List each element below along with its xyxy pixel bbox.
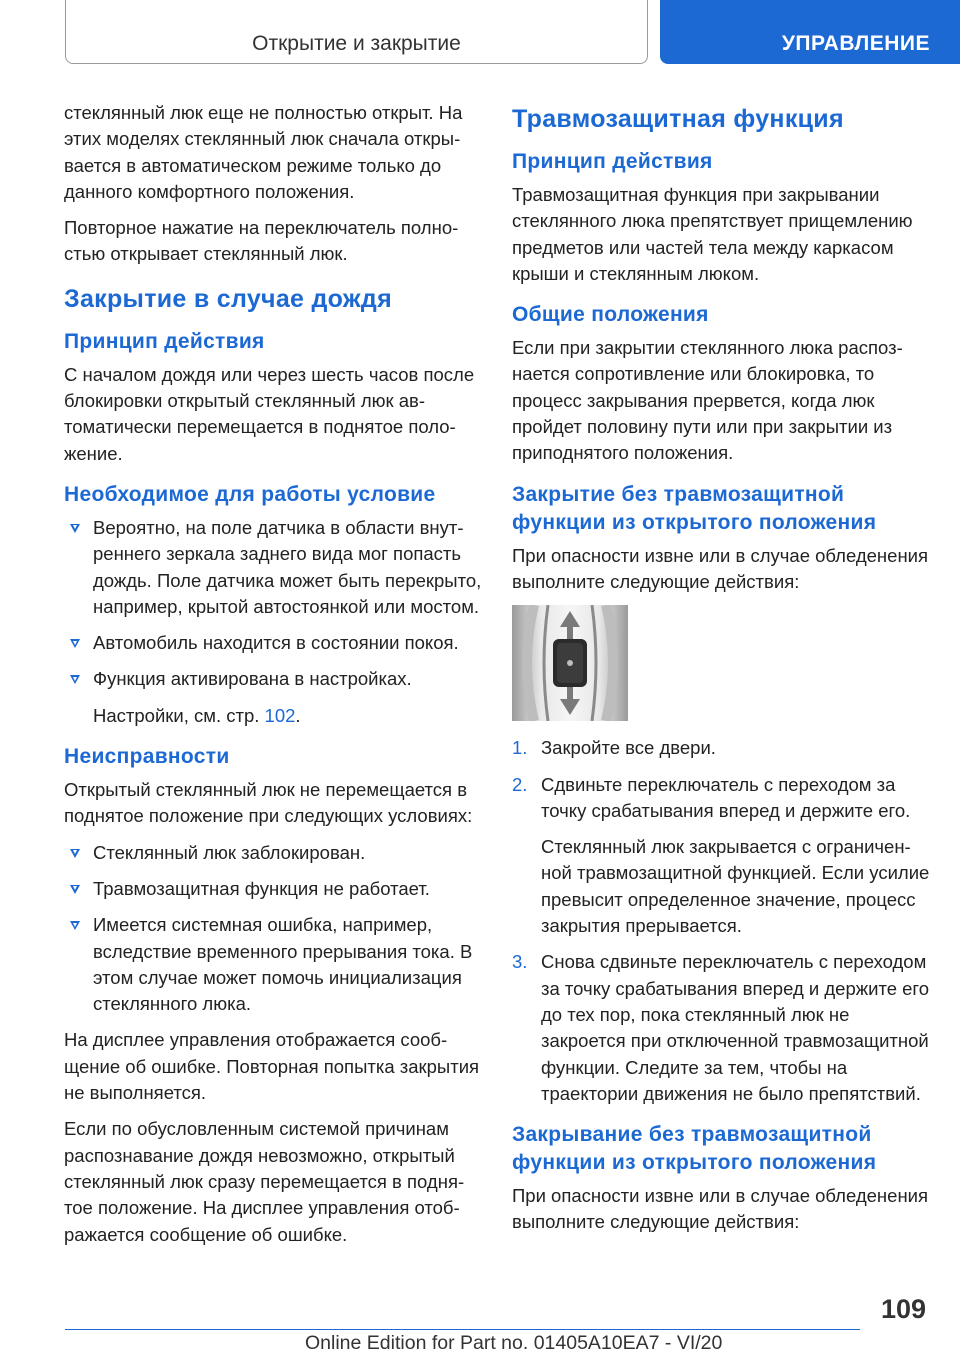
intro-paragraph: стеклянный люк еще не полностью открыт. На этих моделях стеклянный люк сначала открывается в автоматическом режиме только до данного комфортного положения. bbox=[64, 102, 463, 202]
step-number: 3. bbox=[512, 951, 528, 973]
steps-list bbox=[512, 735, 932, 824]
step-item: 2. Сдвиньте переключатель с переходом за точку срабатывания вперед и держите его. bbox=[512, 773, 911, 821]
footer-divider bbox=[65, 1329, 860, 1330]
close-without-protection-text: При опасности извне или в случае обледенения выполните следующие действия: bbox=[512, 544, 929, 592]
close-without-protection-heading: Закрытие без травмозащитной функции из открытого положения bbox=[512, 482, 877, 534]
faults-list bbox=[64, 840, 484, 1018]
closing-without-protection-heading: Закрывание без травмозащитной функции из открытого положения bbox=[512, 1123, 877, 1175]
general-heading: Общие положения bbox=[512, 303, 709, 327]
rain-principle-text: С началом дождя или через шесть часов после блокировки открытый стеклянный люк автоматически перемещается в поднятое положение. bbox=[64, 363, 475, 464]
conditions-heading: Необходимое для работы условие bbox=[64, 482, 436, 506]
pinch-principle-text: Травмозащитная функция при закрывании стеклянного люка препятствует прищемлению предметов или частей тела между каркасом крыши и стеклянным люком. bbox=[512, 184, 913, 284]
step-2-note: Стеклянный люк закрывается с ограниченной травмозащитной функцией. Если усилие превысит определенное значение, процесс закрытия прерывается. bbox=[541, 836, 930, 937]
faults-text: Открытый стеклянный люк не перемещается в поднятое положение при следующих условиях: bbox=[64, 779, 473, 827]
page-number: 109 bbox=[880, 1294, 926, 1324]
header-section-label: УПРАВЛЕНИЕ bbox=[781, 32, 930, 55]
page-link[interactable]: 102 bbox=[264, 704, 296, 726]
list-item: Функция активирована в настройках. bbox=[64, 666, 484, 692]
triangle-bullet-icon bbox=[70, 885, 80, 894]
header-section-tab bbox=[660, 0, 960, 64]
general-text: Если при закрытии стеклянного люка распознается сопротивление или блокировка, то процесс закрывания прервется, когда люк пройдет половину пути или при закрытии из приподнятого положения. bbox=[512, 337, 903, 464]
steps-list-continued bbox=[512, 949, 932, 1107]
triangle-bullet-icon bbox=[70, 524, 80, 533]
settings-reference: Настройки, см. стр. 102. bbox=[93, 704, 301, 726]
pinch-protection-heading: Травмозащитная функция bbox=[512, 105, 844, 133]
list-item: Автомобиль находится в состоянии покоя. bbox=[64, 630, 484, 656]
triangle-bullet-icon bbox=[70, 639, 80, 648]
footer-edition: Online Edition for Part no. 01405A10EA7 - VI/20 bbox=[305, 1332, 723, 1354]
list-item: Стеклянный люк заблокирован. bbox=[64, 840, 484, 866]
conditions-list bbox=[64, 515, 484, 693]
triangle-bullet-icon bbox=[70, 849, 80, 858]
list-item: Имеется системная ошибка, например, вследствие временного прерывания тока. В этом случае может помочь инициализация стеклянного люка. bbox=[64, 912, 484, 1017]
step-number: 1. bbox=[512, 737, 528, 759]
list-item: Вероятно, на поле датчика в области внутреннего зеркала заднего вида мог попасть дождь. Поле датчика может быть перекрыто, например, крытой автостоянкой или мостом. bbox=[64, 515, 484, 620]
triangle-bullet-icon bbox=[70, 921, 80, 930]
step-item: 1. Закройте все двери. bbox=[512, 735, 932, 761]
pinch-principle-heading: Принцип действия bbox=[512, 150, 713, 173]
rain-closing-heading: Закрытие в случае дождя bbox=[64, 284, 392, 313]
roof-switch-illustration bbox=[512, 605, 628, 721]
faults-message: На дисплее управления отображается сообщение об ошибке. Повторная попытка закрытия не выполняется. bbox=[64, 1029, 480, 1104]
faults-heading: Неисправности bbox=[64, 745, 230, 769]
left-column bbox=[64, 100, 484, 1258]
step-number: 2. bbox=[512, 773, 528, 795]
faults-message-2: Если по обусловленным системой причинам распознавание дождя невозможно, открытый стеклянный люк сразу перемещается в поднятое положение. На дисплее управления отображается сообщение об ошибке. bbox=[64, 1118, 465, 1245]
header-title: Открытие и закрытие bbox=[252, 32, 461, 55]
step-item: 3. Снова сдвиньте переключатель с переходом за точку срабатывания вперед и держите его до тех пор, пока стеклянный люк не закроется при отключенной травмозащитной функции. Следите за тем, чтобы на траектории движения не было препятствий. bbox=[512, 951, 930, 1104]
list-item: Травмозащитная функция не работает. bbox=[64, 876, 484, 902]
closing-without-protection-text: При опасности извне или в случае обледенения выполните следующие действия: bbox=[512, 1185, 929, 1233]
right-column bbox=[512, 100, 932, 1246]
triangle-bullet-icon bbox=[70, 675, 80, 684]
rain-principle-heading: Принцип действия bbox=[64, 329, 265, 353]
intro-paragraph-2: Повторное нажатие на переключатель полностью открывает стеклянный люк. bbox=[64, 217, 459, 265]
